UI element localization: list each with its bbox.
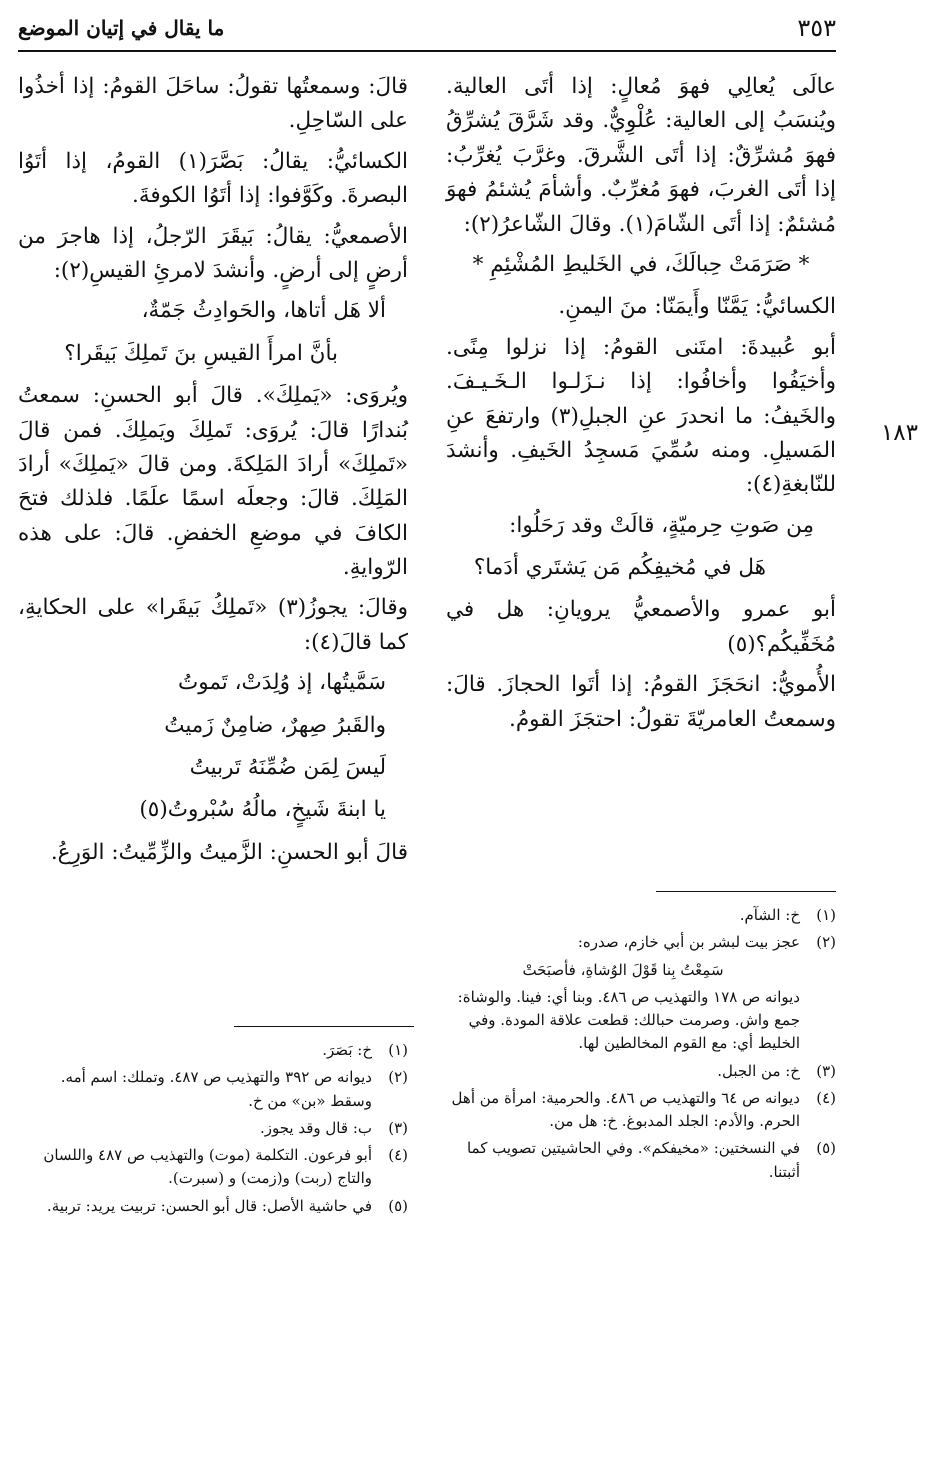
footnote-number: (٣) [388,1118,408,1137]
footnote-number: (١) [816,906,836,924]
footnote-number: (٢) [816,933,836,952]
footnote-number: (٣) [816,1061,836,1080]
footnote-text: في حاشية الأصل: قال أبو الحسن: تربيت يريد: تربية. [46,1196,372,1215]
footnote-number [800,986,836,1056]
verse-line: والقَبرُ صِهرٌ، ضامِنٌ زَميتُ [164,712,386,738]
footnote [446,1060,836,1083]
left-column [18,70,408,876]
footnote-text: خ: الشآم. [739,906,800,924]
footnote [18,1066,408,1113]
right-column [446,70,836,743]
footnote-number: (٢) [388,1068,408,1087]
paragraph: قالَ: وسمعتُها تقولُ: ساحَلَ القومُ: إذا أخذُوا على السّاحِلِ. [18,74,408,134]
page-header [18,14,836,48]
footnote-rule [234,1026,414,1027]
footnote-text: خ: من الجبل. [717,1061,800,1080]
footnote [18,1117,408,1140]
verse-line: يا ابنةَ شَيخٍ، مالُهُ سُبْروتُ(٥) [139,797,386,823]
footnote [18,1195,408,1218]
paragraph: الأُمويُّ: انحَجَزَ القومُ: إذا أتَوا الحجازَ. قالَ: وسمعتُ العامريّةَ تقولُ: احتجَزَ القومُ. [446,672,836,732]
verse-line: بأنَّ امرأَ القيسِ بنَ تَملِكَ بَيقَرا؟ [64,340,338,366]
footnote-number: (٤) [816,1088,836,1107]
paragraph: الكسائيُّ: يَمَّنّا وأَيمَنّا: منَ اليمنِ. [558,294,836,320]
footnote-text: ديوانه ص ٣٩٢ والتهذيب ص ٤٨٧. وتملك: اسم أمه. وسقط «بن» من خ. [60,1068,372,1110]
footnote-number [800,959,836,982]
footnote [446,1137,836,1184]
right-footnotes [446,904,836,1188]
footnote-text: عجز بيت لبشر بن أبي خازم، صدره: [577,933,800,952]
footnote-rule [656,891,836,892]
paragraph: ويُروَى: «يَملِكَ». قالَ أبو الحسنِ: سمعتُ بُندارًا قالَ: يُروَى: تَملِكَ ويَملِكَ. فمن قالَ «تَملِكَ» أرادَ المَلِكةَ. ومن قالَ «يَملِكَ» أرادَ المَلِكَ. قالَ: وجعلَه اسمًا علَمًا. فلذلك فتحَ الكافَ في موضعِ الخفضِ. قالَ: على هذه الرّوايةِ. [18,383,408,581]
paragraph: أبو عُبيدةَ: امتَنى القومُ: إذا نزلوا مِنًى. وأخيَفُوا وأخافُوا: إذا نـزَلـوا الـخَـيـفَ. والخَيفُ: ما انحدرَ عنِ الجبلِ(٣) وارتفعَ عنِ المَسيلِ. ومنه سُمِّيَ مَسجِدُ الخَيفِ. وأنشدَ للنّابغةِ(٤): [446,334,837,498]
footnote-number: (٤) [388,1146,408,1164]
verse-line: مِن صَوتِ حِرميّةٍ، قالَتْ وقد رَحَلُوا: [509,512,814,538]
paragraph: قالَ أبو الحسنِ: الزَّميتُ والزِّمِّيتُ: الوَرِعُ. [50,839,408,865]
footnote-text: ديوانه ص ١٧٨ والتهذيب ص ٤٨٦. وبنا أي: فينا. والوشاة: جمع واش. وصرمت حبالك: قطعت علاقة المودة. وفي الخليط أي: مع القوم المخالطين لها. [457,987,800,1053]
footnote-text: خ: بَصَرَ. [322,1041,372,1059]
footnote-text: أبو فرعون. التكلمة (موت) والتهذيب ص ٤٨٧ واللسان والتاج (ربت) و(زمت) و (سبرت). [43,1146,372,1188]
footnote-number: (١) [388,1041,408,1059]
paragraph: وقالَ: يجوزُ(٣) «تَملِكُ بَيقَرا» على الحكايةِ، كما قالَ(٤): [18,595,408,655]
verse-line: هَل في مُخيفِكُم مَن يَشتَري أدَما؟ [473,555,766,581]
left-footnotes [18,1039,408,1222]
paragraph: أبو عمرو والأصمعيُّ يرويانِ: هل في مُخَفِّيكُم؟(٥) [446,597,836,657]
verse-line: * صَرَمَتْ حِبالَكَ، في الخَليطِ المُشْئِمِ * [472,251,810,277]
paragraph: الكسائيُّ: يقالُ: بَصَّرَ(١) القومُ، إذا أتَوُا البصرةَ. وكَوَّفوا: إذا أتَوُا الكوفةَ. [18,148,408,209]
running-title: ما يقال في إتيان الموضع [18,16,225,40]
footnote [446,959,836,982]
footnote-number: (٥) [388,1196,408,1215]
footnote [446,904,836,927]
footnote-text: ب: قال وقد يجوز. [259,1118,372,1137]
footnote-number: (٥) [816,1139,836,1158]
verse-line: لَيسَ لِمَن ضُمِّنَهُ تَربيتُ [189,755,386,781]
header-rule [18,50,836,52]
verse-line: ألا هَل أتاها، والحَوادِثُ جَمّةٌ، [141,298,386,324]
page-number: ٣٥٣ [797,14,836,42]
margin-number: ١٨٣ [880,420,918,446]
footnote [446,1087,836,1134]
footnote-text: في النسختين: «مخيفكم». وفي الحاشيتين تصويب كما أثبتنا. [466,1139,800,1181]
footnote [18,1144,408,1191]
footnote [18,1039,408,1062]
footnote-verse: سَمِعْتُ بِنا قَوْلَ الوُشاةِ، فأصبَحَتْ [522,960,724,979]
footnote [446,986,836,1056]
footnote-text: ديوانه ص ٦٤ والتهذيب ص ٤٨٦. والحرمية: امرأة من أهل الحرم. والأدم: الجلد المدبوغ. خ: هل من. [451,1088,800,1130]
paragraph: الأصمعيُّ: يقالُ: بَيقَرَ الرّجلُ، إذا هاجرَ من أرضٍ إلى أرضٍ. وأنشدَ لامرئِ القيسِ(٢): [18,223,408,283]
footnote [446,931,836,954]
verse-line: سَمَّيتُها، إذ وُلِدَتْ، تَموتُ [177,670,386,696]
paragraph: عالَى يُعالِي فهوَ مُعالٍ: إذا أتَى العالية. ويُنسَبُ إلى العالية: عُلْوِيٌّ. وقد شَرَّقَ يُشرِّقُ فهوَ مُشرِّقٌ: إذا أتَى الشَّرقَ. وغرَّبَ يُغرِّبُ: إذا أتَى الغربَ، فهوَ مُغرِّبٌ. وأشأمَ يُشئمُ فهوَ مُشئمٌ: إذا أتَى الشّامَ(١). وقالَ الشّاعرُ(٢): [446,74,836,237]
